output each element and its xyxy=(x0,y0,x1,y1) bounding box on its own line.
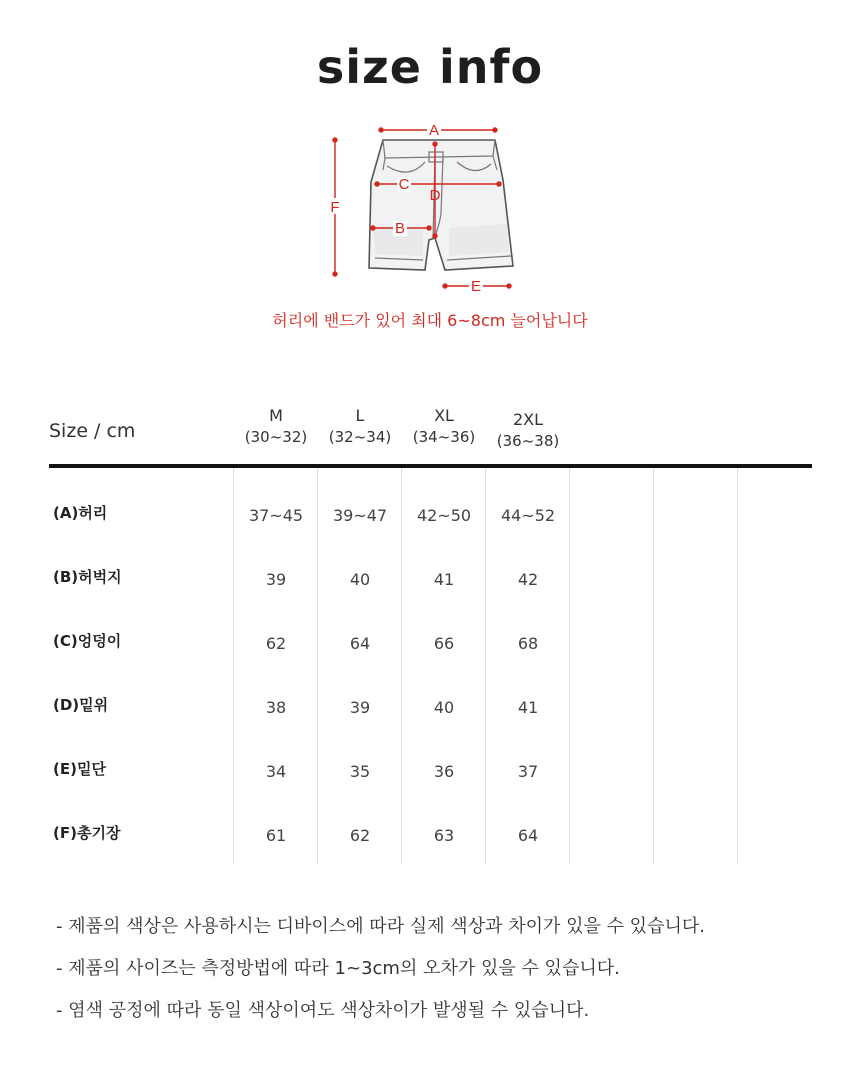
page-title: size info xyxy=(316,40,544,94)
table-row xyxy=(49,532,812,596)
row-label: (E)밑단 xyxy=(53,760,106,778)
waistband-notice: 허리에 밴드가 있어 최대 6~8cm 늘어납니다 xyxy=(272,311,588,330)
label-e: E xyxy=(470,278,482,295)
note-item: - 염색 공정에 따라 동일 색상이여도 색상차이가 발생될 수 있습니다. xyxy=(56,1000,590,1021)
table-cell: 39 xyxy=(349,698,371,717)
size-range: (36~38) xyxy=(496,432,560,450)
label-a: A xyxy=(428,122,440,139)
table-cell: 66 xyxy=(433,634,455,653)
table-cell: 64 xyxy=(517,826,539,845)
table-row xyxy=(49,596,812,660)
size-name: L xyxy=(355,406,365,425)
table-cell: 64 xyxy=(349,634,371,653)
size-column-m xyxy=(234,405,318,447)
table-cell: 61 xyxy=(265,826,287,845)
size-column-2xl xyxy=(486,409,570,451)
table-cell: 41 xyxy=(517,698,539,717)
table-cell: 36 xyxy=(433,762,455,781)
disclaimer-notes xyxy=(56,914,836,1040)
shorts-measurement-diagram xyxy=(325,118,540,298)
size-table-header xyxy=(49,405,812,465)
note-item: - 제품의 색상은 사용하시는 디바이스에 따라 실제 색상과 차이가 있을 수 있습니다. xyxy=(56,916,705,937)
row-label: (F)총기장 xyxy=(53,824,121,842)
table-row xyxy=(49,724,812,788)
row-label: (A)허리 xyxy=(53,504,108,522)
row-label: (B)허벅지 xyxy=(53,568,122,586)
size-column-xl xyxy=(402,405,486,447)
size-name: XL xyxy=(434,406,454,425)
table-cell: 62 xyxy=(265,634,287,653)
size-table xyxy=(49,468,812,864)
table-cell: 44~52 xyxy=(500,506,556,525)
size-range: (34~36) xyxy=(412,428,476,446)
size-range: (32~34) xyxy=(328,428,392,446)
label-d: D xyxy=(429,187,441,204)
row-label: (C)엉덩이 xyxy=(53,632,122,650)
table-cell: 40 xyxy=(433,698,455,717)
table-cell: 35 xyxy=(349,762,371,781)
size-name: 2XL xyxy=(512,410,544,429)
shorts-illustration xyxy=(325,118,540,298)
table-cell: 63 xyxy=(433,826,455,845)
label-b: B xyxy=(394,220,406,237)
table-cell: 39~47 xyxy=(332,506,388,525)
label-c: C xyxy=(398,176,410,193)
size-unit-label: Size / cm xyxy=(49,420,136,442)
table-cell: 40 xyxy=(349,570,371,589)
size-range: (30~32) xyxy=(244,428,308,446)
table-cell: 42~50 xyxy=(416,506,472,525)
table-row xyxy=(49,468,812,532)
table-cell: 37 xyxy=(517,762,539,781)
size-column-l xyxy=(318,405,402,447)
table-cell: 42 xyxy=(517,570,539,589)
table-cell: 39 xyxy=(265,570,287,589)
table-row xyxy=(49,660,812,724)
table-cell: 37~45 xyxy=(248,506,304,525)
size-name: M xyxy=(269,406,283,425)
row-label: (D)밑위 xyxy=(53,696,109,714)
table-cell: 68 xyxy=(517,634,539,653)
label-f: F xyxy=(330,199,340,216)
table-row xyxy=(49,788,812,852)
note-item: - 제품의 사이즈는 측정방법에 따라 1~3cm의 오차가 있을 수 있습니다. xyxy=(56,958,620,979)
table-cell: 62 xyxy=(349,826,371,845)
table-cell: 34 xyxy=(265,762,287,781)
table-cell: 41 xyxy=(433,570,455,589)
table-cell: 38 xyxy=(265,698,287,717)
